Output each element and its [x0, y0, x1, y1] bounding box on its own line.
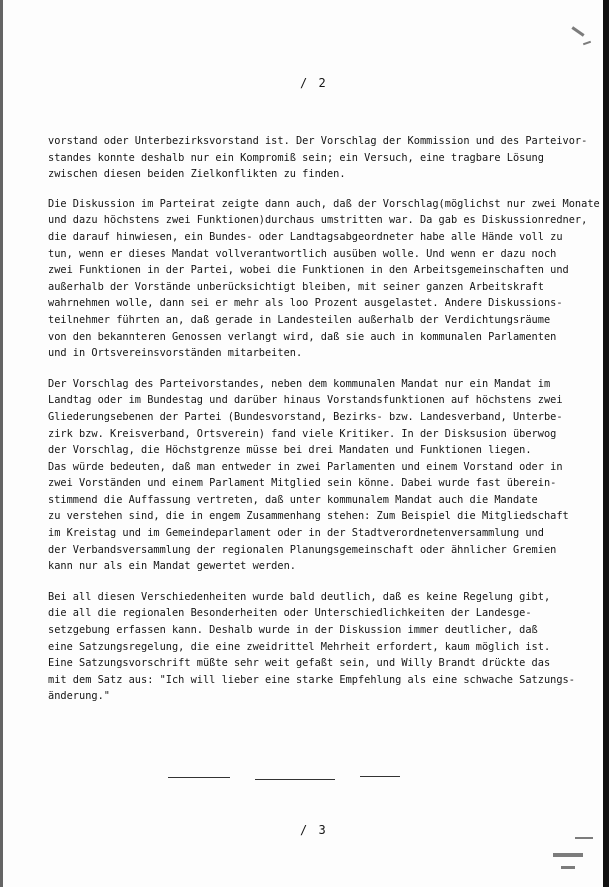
text-line: vorstand oder Unterbezirksvorstand ist. Der Vorschlag der Kommission und des Parteivor-	[48, 135, 588, 147]
text-line: tun, wenn er dieses Mandat vollverantwortlich ausüben wolle. Und wenn er dazu noch	[48, 247, 557, 260]
separator-line	[360, 776, 400, 777]
page-number-bottom: / 3	[300, 823, 328, 837]
text-line: und dazu höchstens zwei Funktionen)durchaus umstritten war. Da gab es Diskussionredner,	[48, 214, 588, 227]
text-line: Eine Satzungsvorschrift müßte sehr weit gefaßt sein, und Willy Brandt drückte das	[48, 657, 551, 670]
paragraph-2	[48, 196, 600, 362]
text-line: Der Vorschlag des Parteivorstandes, neben dem kommunalen Mandat nur ein Mandat im	[48, 377, 551, 390]
text-line: zwei Funktionen in der Partei, wobei die Funktionen in den Arbeitsgemeinschaften und	[48, 264, 569, 277]
body-text	[48, 133, 600, 719]
paragraph-3	[48, 376, 588, 575]
text-line: änderung."	[48, 690, 110, 703]
text-line: eine Satzungsregelung, die eine zweidrittel Mehrheit erfordert, kaum möglich ist.	[48, 640, 551, 653]
text-line: zwischen diesen beiden Zielkonflikten zu finden.	[48, 168, 346, 181]
text-line: stimmend die Auffassung vertreten, daß unter kommunalem Mandat auch die Mandate	[48, 493, 538, 506]
text-line: kann nur als ein Mandat gewertet werden.	[48, 560, 296, 573]
text-line: zirk bzw. Kreisverband, Ortsverein) fand viele Kritiker. In der Disksusion überwog	[48, 427, 557, 440]
text-line: Gliederungsebenen der Partei (Bundesvorstand, Bezirks- bzw. Landesverband, Unterbe-	[48, 410, 563, 423]
scan-edge-shadow	[0, 0, 3, 887]
text-line: zwei Vorständen und einem Parlament Mitglied sein könne. Dabei wurde fast überein-	[48, 477, 557, 490]
text-line: die darauf hinwiesen, ein Bundes- oder Landtagsabgeordneter habe alle Hände voll zu	[48, 230, 563, 243]
text-line: setzgebung erfassen kann. Deshalb wurde in der Diskussion immer deutlicher, daß	[48, 624, 538, 637]
text-line: und in Ortsvereinsvorständen mitarbeiten.	[48, 347, 303, 360]
text-line: Landtag oder im Bundestag und darüber hinaus Vorstandsfunktionen auf höchstens zwei	[48, 394, 563, 407]
text-line: zu verstehen sind, die in engem Zusammenhang stehen: Zum Beispiel die Mitgliedschaft	[48, 510, 569, 523]
separator-line	[255, 779, 335, 780]
scan-speck	[561, 866, 575, 869]
text-line: außerhalb der Vorstände unberücksichtigt bleiben, mit seiner ganzen Arbeitskraft	[48, 280, 544, 293]
text-line: der Vorschlag, die Höchstgrenze müsse bei drei Mandaten und Funktionen liegen.	[48, 444, 532, 457]
text-line: teilnehmer führten an, daß gerade in Landesteilen außerhalb der Verdichtungsräume	[48, 313, 551, 326]
text-line: die all die regionalen Besonderheiten oder Unterschiedlichkeiten der Landesge-	[48, 607, 532, 620]
text-line: Die Diskussion im Parteirat zeigte dann auch, daß der Vorschlag(möglichst nur zwei Monate	[48, 197, 600, 210]
text-line: standes konnte deshalb nur ein Kompromiß sein; ein Versuch, eine tragbare Lösung	[48, 151, 544, 164]
separator-line	[168, 777, 230, 778]
scan-speck	[583, 41, 591, 46]
paragraph-1	[48, 133, 588, 183]
text-line: Das würde bedeuten, daß man entweder in zwei Parlamenten und einem Vorstand oder in	[48, 460, 563, 473]
text-line: mit dem Satz aus: "Ich will lieber eine starke Empfehlung als eine schwache Satzungs-	[48, 673, 575, 686]
text-line: wahrnehmen wolle, dann sei er mehr als loo Prozent ausgelastet. Andere Diskussions-	[48, 297, 563, 310]
scan-speck	[571, 26, 584, 36]
page-number-top: / 2	[300, 76, 328, 90]
text-line: Bei all diesen Verschiedenheiten wurde bald deutlich, daß es keine Regelung gibt,	[48, 590, 551, 603]
text-line: von den bekannteren Genossen verlangt wird, daß sie auch in kommunalen Parlamenten	[48, 330, 557, 343]
text-line: im Kreistag und im Gemeindeparlament oder in der Stadtverordnetenversammlung und	[48, 527, 544, 540]
paragraph-4	[48, 589, 588, 705]
text-line: der Verbandsversammlung der regionalen Planungsgemeinschaft oder ähnlicher Gremien	[48, 543, 557, 556]
scan-speck	[553, 853, 583, 857]
scan-speck	[575, 837, 593, 839]
